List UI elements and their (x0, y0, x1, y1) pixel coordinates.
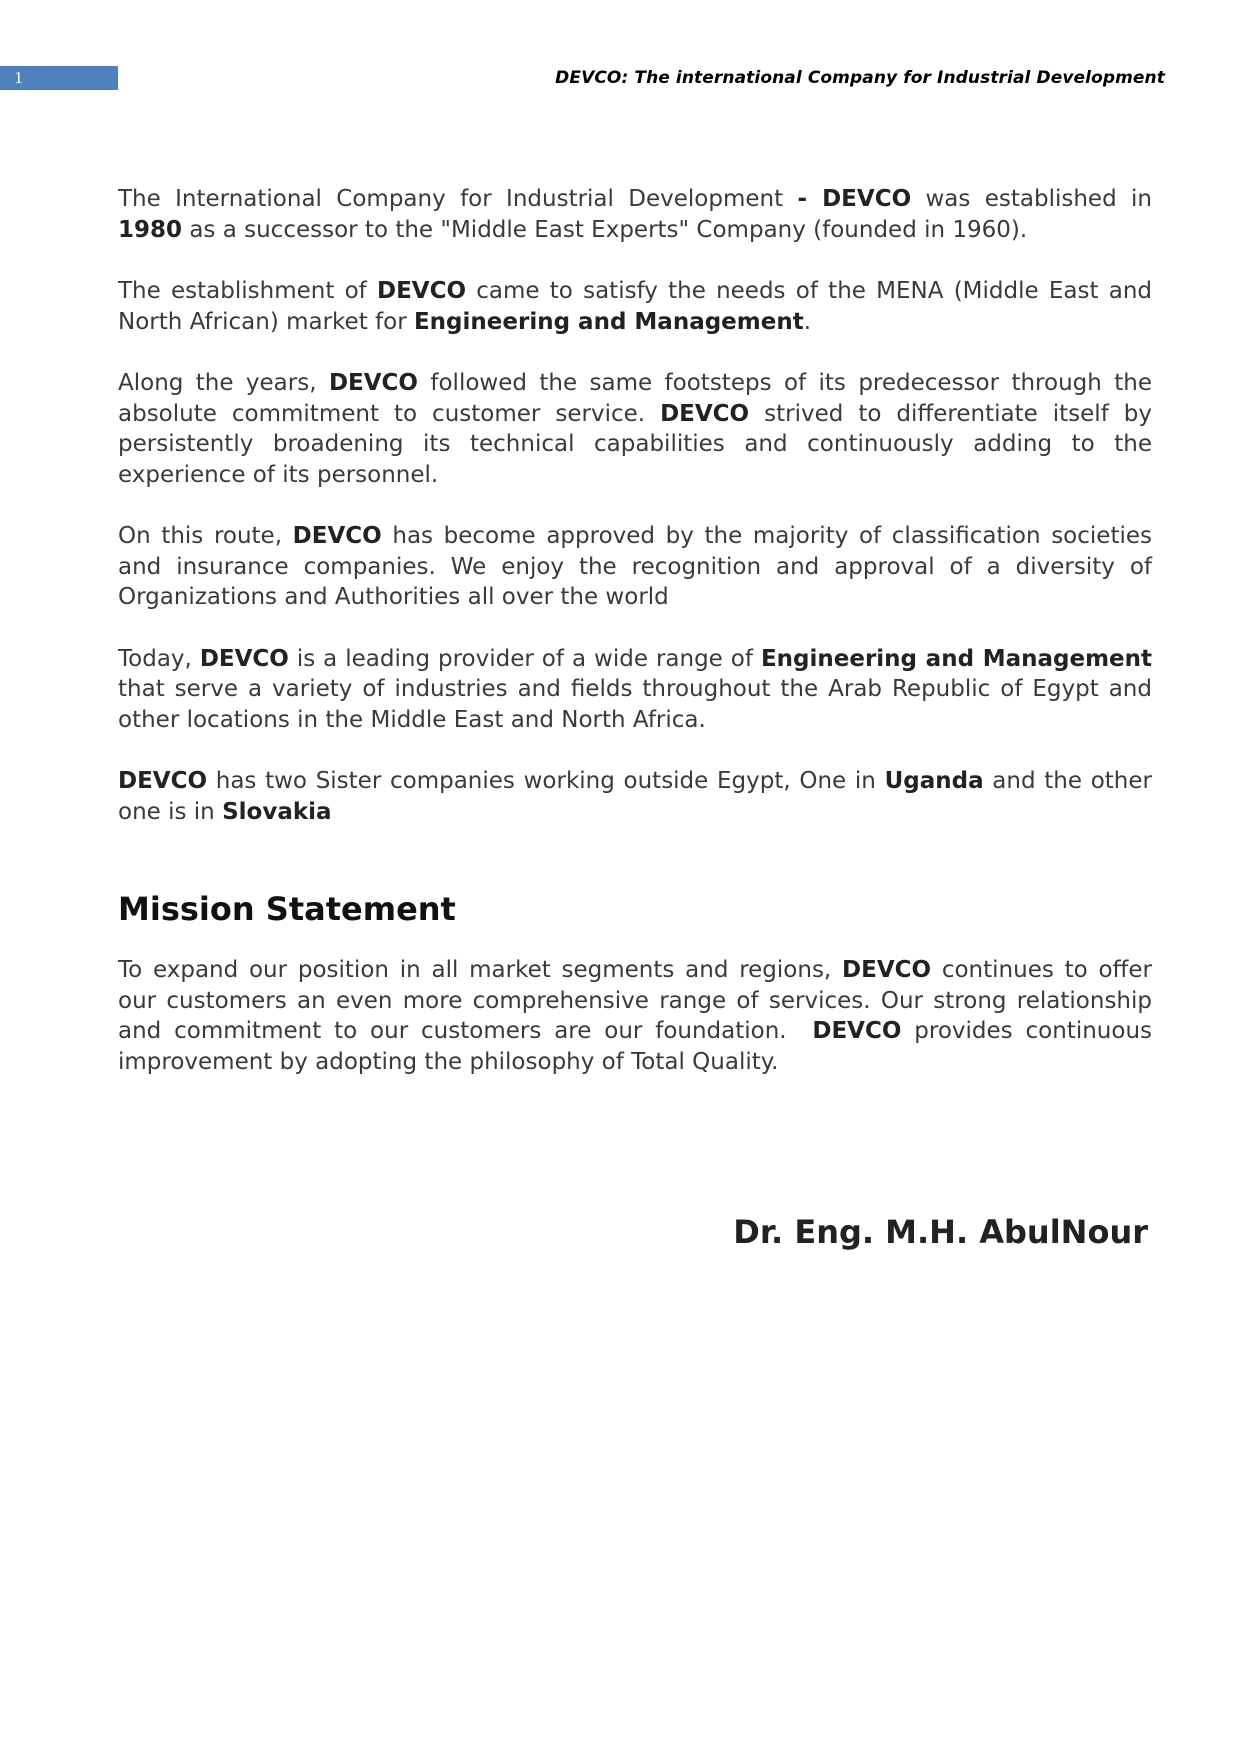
bold-run: Engineering and Management (413, 308, 804, 335)
text-run: and the other one is in (118, 768, 1152, 825)
text-run: as a successor to the "Middle East Experts" Company (founded in 1960). (182, 216, 1028, 243)
page-number: 1 (14, 69, 24, 87)
text-run: The International Company for Industrial Development (118, 186, 798, 212)
text-run: Today, (118, 645, 200, 672)
text-run: followed the same footsteps of its predecessor through the absolute commitment to customer service. (118, 370, 1152, 427)
page-header (0, 66, 1241, 92)
bold-run: DEVCO (328, 370, 418, 396)
bold-run: DEVCO (376, 278, 467, 304)
bold-run: DEVCO (292, 523, 382, 549)
paragraph-sister-companies (118, 766, 1152, 827)
bold-run: DEVCO (812, 1018, 902, 1044)
bold-run: DEVCO (842, 957, 932, 983)
bold-run: DEVCO (199, 645, 289, 672)
text-run: has two Sister companies working outside Egypt, One in (207, 768, 885, 794)
bold-run: - DEVCO (797, 186, 912, 212)
mission-statement-heading: Mission Statement (118, 890, 456, 928)
text-run: To expand our position in all market segments and regions, (118, 957, 843, 983)
paragraph-along-the-years (118, 368, 1152, 490)
bold-run: Uganda (884, 768, 984, 794)
text-run: is a leading provider of a wide range of (288, 645, 761, 672)
signature: Dr. Eng. M.H. AbulNour (733, 1213, 1148, 1251)
paragraph-mission (118, 955, 1160, 1077)
text-run: came to satisfy the needs of the MENA (Middle East and North African) market for (118, 278, 1152, 335)
text-run: provides continuous improvement by adopting the philosophy of Total Quality. (118, 1018, 1153, 1075)
bold-run: 1980 (118, 216, 183, 243)
paragraph-approvals (118, 521, 1152, 613)
paragraph-mena-market (118, 276, 1152, 337)
text-run: was established in (911, 186, 1152, 212)
text-run: On this route, (118, 523, 293, 549)
text-run: strived to differentiate itself by persistently broadening its technical capabilities and continuously adding to the experience of its personnel. (118, 400, 1152, 488)
text-run: has become approved by the majority of classification societies and insurance companies. We enjoy the recognition and approval of a diversity of Organizations and Authorities all over the world (118, 523, 1152, 610)
text-run: continues to offer our customers an even more comprehensive range of services. Our strong relationship and commitment to our customers are our foundation. (118, 957, 1160, 1044)
header-title: DEVCO: The international Company for Industrial Development (555, 68, 1165, 88)
text-run: Along the years, (118, 370, 329, 396)
bold-run: DEVCO (660, 400, 750, 427)
paragraph-today (118, 644, 1152, 736)
text-run: that serve a variety of industries and fields throughout the Arab Republic of Egypt and other locations in the Middle East and North Africa. (118, 676, 1152, 733)
document-body (118, 184, 1160, 1108)
page-number-tab (0, 66, 118, 90)
bold-run: Slovakia (222, 798, 332, 825)
text-run: The establishment of (118, 278, 377, 304)
text-run: . (803, 308, 812, 335)
paragraph-establishment (118, 184, 1152, 245)
bold-run: DEVCO (118, 768, 208, 794)
bold-run: Engineering and Management (760, 645, 1152, 672)
